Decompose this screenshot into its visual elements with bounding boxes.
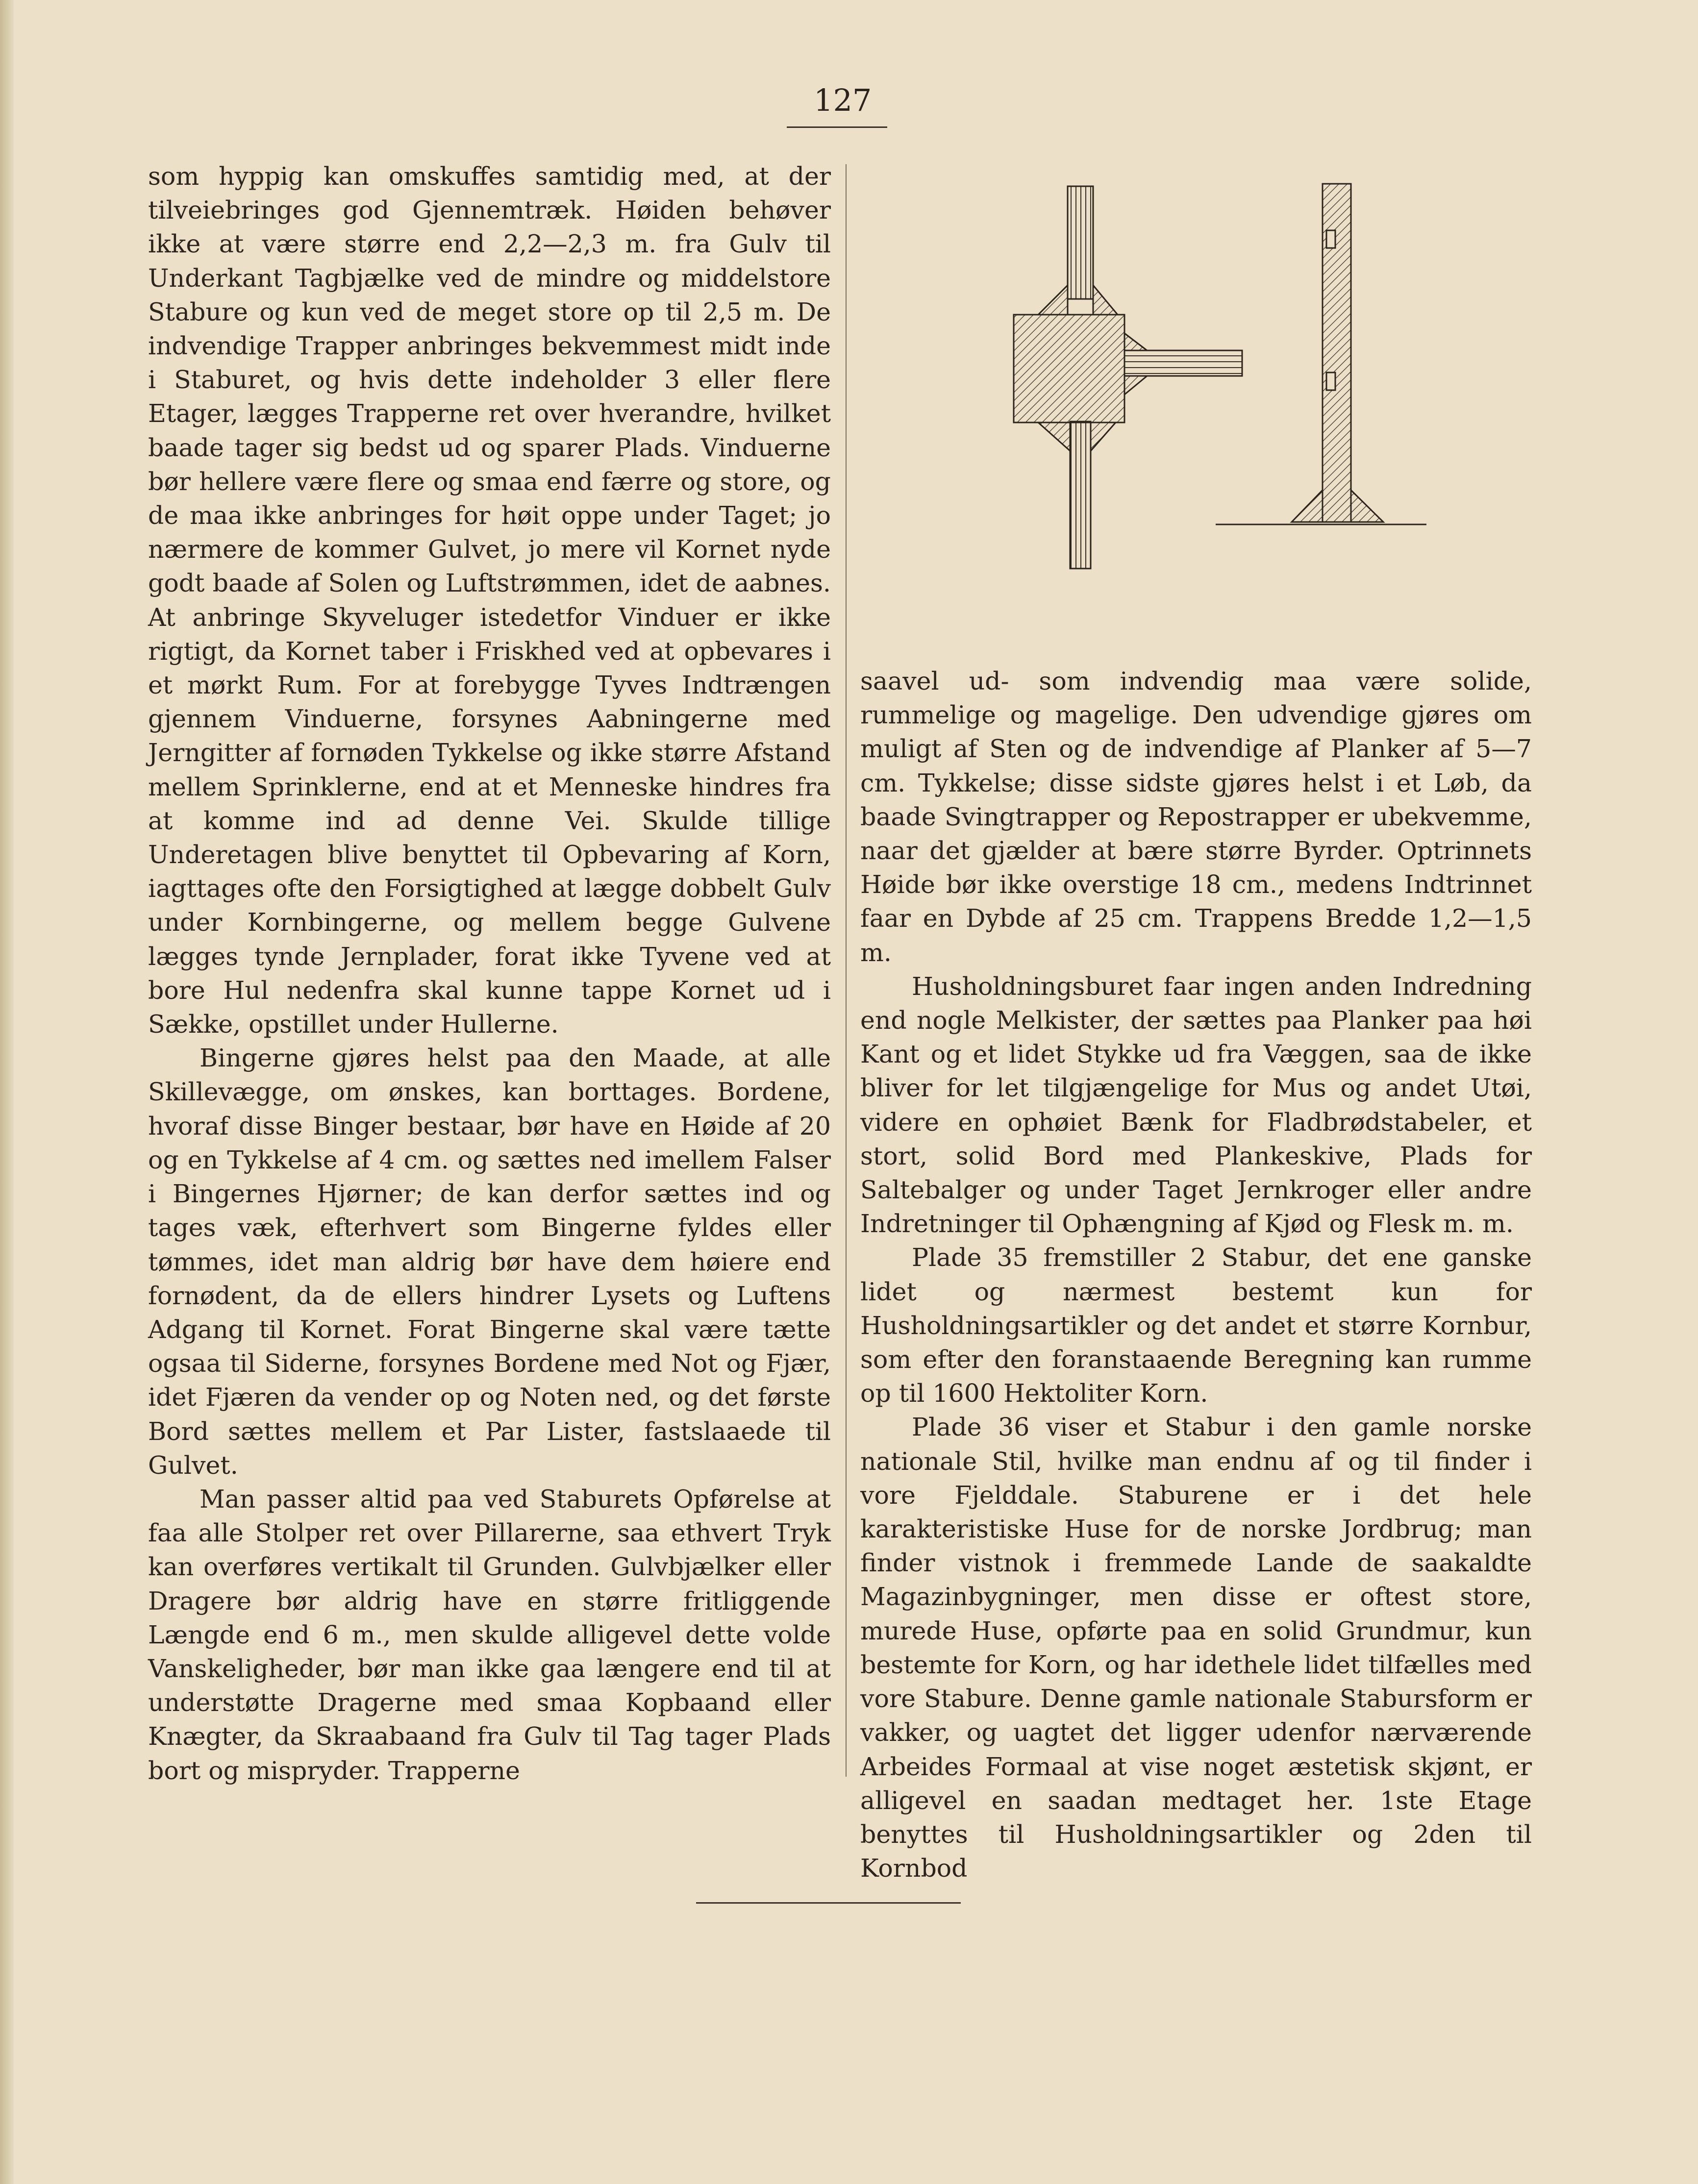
cross-section-left xyxy=(1014,186,1242,569)
left-paragraph-1: som hyppig kan omskuffes samtidig med, at der tilveiebringes god Gjennemtræk. Høiden behøver ikke at være større end 2,2—2,3 m. fra Gulv til Underkant Tagbjælke ved de mindre og middelstore Stabure og kun ved de meget store op til 2,5 m. De indvendige Trapper anbringes bekvemmest midt inde i Staburet, og hvis dette indeholder 3 eller flere Etager, lægges Trapperne ret over hverandre, hvilket baade tager sig bedst ud og sparer Plads. Vinduerne bør hellere være flere og smaa end færre og store, og de maa ikke anbringes for høit oppe under Taget; jo nærmere de kommer Gulvet, jo mere vil Kornet nyde godt baade af Solen og Luftstrømmen, idet de aabnes. At anbringe Skyveluger istedetfor Vinduer er ikke rigtigt, da Kornet taber i Friskhed ved at opbevares i et mørkt Rum. For at forebygge Tyves Indtrængen gjennem Vinduerne, forsynes Aabningerne med Jerngitter af fornøden Tykkelse og ikke større Afstand mellem Sprinklerne, end at et Menneske hindres fra at komme ind ad denne Vei. Skulde tillige Underetagen blive benyttet til Opbevaring af Korn, iagttages ofte den Forsigtighed at lægge dobbelt Gulv under Kornbingerne, og mellem begge Gulvene lægges tynde Jernplader, forat ikke Tyvene ved at bore Hul nedenfra skal kunne tappe Kornet ud i Sække, opstillet under Hullerne. xyxy=(148,162,831,1039)
right-paragraph-1: saavel ud- som indvendig maa være solide, rummelige og magelige. Den udvendige gjøres om muligt af Sten og de indvendige af Planker af 5—7 cm. Tykkelse; disse sidste gjøres helst i et Løb, da baade Svingtrapper og Repostrapper er ubekvemme, naar det gjælder at bære større Byrder. Optrinnets Høide bør ikke overstige 18 cm., medens Indtrinnet faar en Dybde af 25 cm. Trappens Bredde 1,2—1,5 m. xyxy=(860,667,1532,967)
page-number: 127 xyxy=(814,82,872,118)
right-paragraph-3: Plade 35 fremstiller 2 Stabur, det ene ganske lidet og nærmest bestemt kun for Husholdningsartikler og det andet et større Kornbur, som efter den foranstaaende Beregning kan rumme op til 1600 Hektoliter Korn. xyxy=(860,1243,1532,1408)
left-paragraph-3: Man passer altid paa ved Staburets Opførelse at faa alle Stolper ret over Pillarerne, saa ethvert Tryk kan overføres vertikalt til Grunden. Gulvbjælker eller Dragere bør aldrig have en større fritliggende Længde end 6 m., men skulde alligevel dette volde Vanskeligheder, bør man ikke gaa længere end til at understøtte Dragerne med smaa Kopbaand eller Knægter, da Skraabaand fra Gulv til Tag tager Plads bort og mispryder. Trapperne xyxy=(148,1484,831,1785)
page-binding-edge xyxy=(0,0,14,2184)
right-paragraph-4: Plade 36 viser et Stabur i den gamle norske nationale Stil, hvilke man endnu af og til finder i vore Fjelddale. Staburene er i det hele karakteristiske Huse for de norske Jordbrug; man finder vistnok i fremmede Lande de saakaldte Magazinbygninger, men disse er oftest store, murede Huse, opførte paa en solid Grundmur, kun bestemte for Korn, og har idethele lidet tilfælles med vore Stabure. Denne gamle nationale Stabursform er vakker, og uagtet det ligger udenfor nærværende Arbeides Formaal at vise noget æstetisk skjønt, er alligevel en saadan medtaget her. 1ste Etage benyttes til Husholdningsartikler og 2den til Kornbod xyxy=(860,1413,1532,1883)
page-number-rule xyxy=(787,126,887,128)
bottom-rule xyxy=(696,1902,961,1904)
right-text-column xyxy=(860,664,1532,1885)
left-paragraph-2: Bingerne gjøres helst paa den Maade, at alle Skillevægge, om ønskes, kan borttages. Bordene, hvoraf disse Binger bestaar, bør have en Høide af 20 og en Tykkelse af 4 cm. og sættes ned imellem Falser i Bingernes Hjørner; de kan derfor sættes ind og tages væk, efterhvert som Bingerne fyldes eller tømmes, idet man aldrig bør have dem høiere end fornødent, da de ellers hindrer Lysets og Luftens Adgang til Kornet. Forat Bingerne skal være tætte ogsaa til Siderne, forsynes Bordene med Not og Fjær, idet Fjæren da vender op og Noten ned, og det første Bord sættes mellem et Par Lister, fastslaaede til Gulvet. xyxy=(148,1043,831,1480)
wall-section-right xyxy=(1216,184,1426,524)
right-paragraph-2: Husholdningsburet faar ingen anden Indredning end nogle Melkister, der sættes paa Planker paa høi Kant og et lidet Stykke ud fra Væggen, saa de ikke bliver for let tilgjængelige for Mus og andet Utøi, videre en ophøiet Bænk for Fladbrødstabeler, et stort, solid Bord med Plankeskive, Plads for Saltebalger og under Taget Jernkroger eller andre Indretninger til Ophængning af Kjød og Flesk m. m. xyxy=(860,971,1532,1239)
left-text-column xyxy=(148,159,831,1787)
timber-joint-figure xyxy=(1005,176,1431,588)
column-divider xyxy=(846,164,847,1777)
